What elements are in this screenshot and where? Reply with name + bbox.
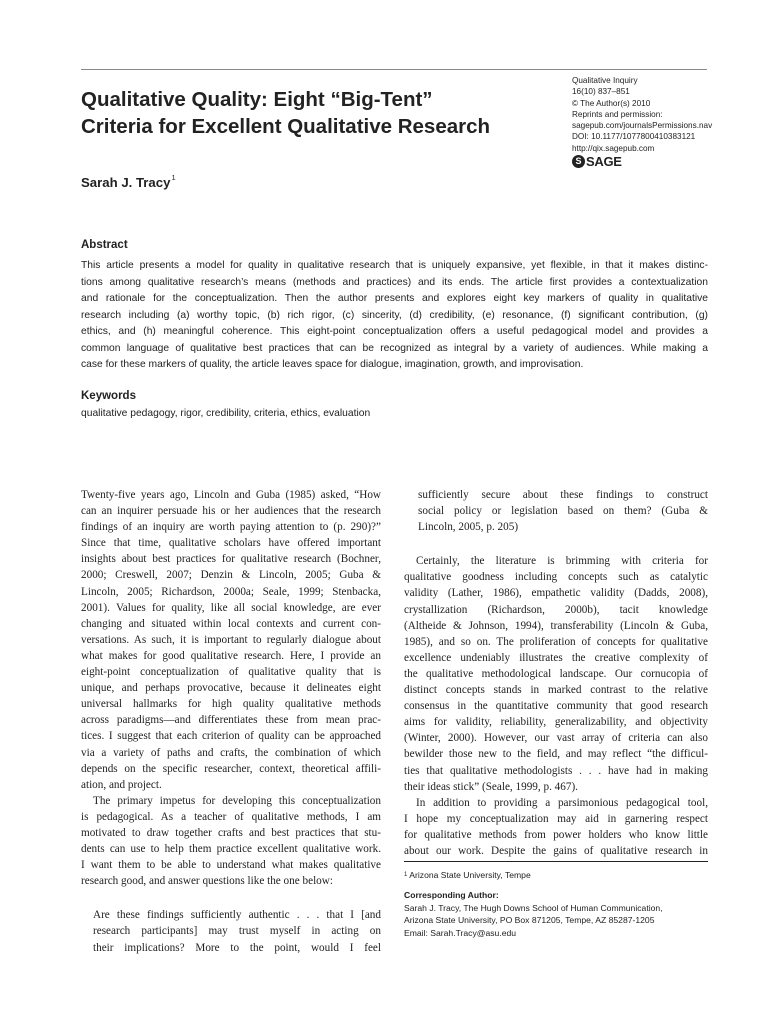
footnote-rule (404, 861, 708, 862)
body-line: their ideas stick” (Seale, 1999, p. 467). (404, 780, 578, 793)
abstract-heading: Abstract (81, 239, 128, 251)
body-line: ties that qualitative methodologists . . . have had in making (404, 764, 708, 777)
body-line: Twenty-five years ago, Lincoln and Guba (1985) asked, “How (81, 489, 381, 501)
body-line: bewilder those new to the field, and may reflect “the difficul- (404, 748, 708, 761)
body-line: research good, and answer questions like the one below: (81, 875, 333, 888)
body-line: can an inquirer persuade his or her audiences that the research (81, 505, 381, 518)
abstract-line: ethics, and (h) meaningful coherence. This eight-point conceptualization offers a useful pedagogical model and provides a (81, 326, 708, 337)
quote-line: research participants] may trust myself in acting on (93, 925, 381, 938)
body-line: consensus in the quantitative community that good research (404, 700, 708, 713)
corresponding-author-email[interactable]: Email: Sarah.Tracy@asu.edu (404, 927, 517, 938)
keywords-heading: Keywords (81, 390, 136, 402)
author-affil-mark: 1 (171, 173, 176, 182)
body-line: The primary impetus for developing this conceptualization (93, 794, 381, 807)
body-column-left (81, 487, 381, 956)
body-line: insights about best practices for qualitative research (Bochner, (81, 553, 381, 566)
corresponding-author-heading: Corresponding Author: (404, 890, 499, 901)
sage-icon: S (572, 155, 585, 168)
body-line: universal hallmarks for high quality qualitative methods (81, 698, 381, 711)
body-line: (Altheide & Johnson, 1994), transferability (Lincoln & Guba, (404, 619, 708, 632)
journal-meta (572, 75, 722, 168)
body-line: what makes for good qualitative research. Here, I provide an (81, 649, 381, 662)
abstract-line: research including (a) worthy topic, (b) rich rigor, (c) sincerity, (d) credibility, (e) resonance, (f) significant contribution, (g) (81, 309, 708, 321)
quote-line: social policy or legislation based on them? (Guba & (418, 505, 708, 518)
body-column-right (404, 487, 708, 859)
abstract-line: tions among qualitative research’s means (methods and practices) and its ends. The article first provides a contextualization (81, 276, 708, 288)
body-line: motivated to draw together crafts and best practices that stu- (81, 826, 381, 839)
body-line: 2001). Values for quality, like all social knowledge, are ever (81, 601, 381, 614)
body-line: eight-point conceptualization of qualitative quality that is (81, 666, 381, 679)
body-line: for qualitative methods from power holders who know little (404, 828, 708, 841)
body-line: I want them to be able to understand what makes qualitative (81, 859, 381, 872)
author-name: Sarah J. Tracy (81, 175, 171, 190)
block-quote (81, 907, 381, 955)
body-line: is pedagogical. As a teacher of qualitative methods, I am (81, 810, 381, 823)
reprints-link[interactable]: sagepub.com/journalsPermissions.nav (572, 121, 713, 131)
body-line: excellence undeniably illustrates the creative complexity of (404, 651, 708, 664)
body-line: aims for validity, reliability, generalizability, and objectivity (404, 716, 708, 729)
body-line: crystallization (Richardson, 2000b), tacit knowledge (404, 603, 708, 616)
corresponding-author-line: Sarah J. Tracy, The Hugh Downs School of Human Communication, (404, 902, 663, 913)
body-line: changing and situated within local contexts and current con- (81, 617, 381, 630)
body-line: I hope my conceptualization may aid in garnering respect (404, 812, 708, 825)
body-line: Certainly, the literature is brimming with criteria for (416, 555, 708, 568)
body-line: about our work. Despite the gains of qualitative research in (404, 844, 708, 857)
affiliation-text: Arizona State University, Tempe (409, 870, 531, 880)
footnotes (404, 869, 714, 939)
affiliation-note (404, 869, 714, 881)
abstract-body (81, 258, 708, 374)
body-line: validity (Lather, 1986), empathetic validity (Dadds, 2008), (404, 587, 708, 600)
body-line: ation, and project. (81, 778, 162, 791)
body-line: tices. I suggest that each criterion of quality can be approached (81, 730, 381, 743)
abstract-line: and rationale for the conceptualization. Then the author presents and explores eight key markers of quality in qualitative (81, 293, 708, 304)
affiliation-mark: 1 (404, 872, 408, 878)
title-line-2: Criteria for Excellent Qualitative Research (81, 115, 491, 138)
doi: DOI: 10.1177/1077800410383121 (572, 132, 696, 142)
author (81, 175, 176, 190)
body-line: distinct concepts stands in marked contrast to the relative (404, 684, 708, 697)
header-rule (81, 69, 707, 70)
body-line: depends on the specific researcher, context, theoretical affili- (81, 762, 381, 775)
journal-citation: 16(10) 837–851 (572, 87, 630, 97)
abstract-line: case for these markers of quality, the article leaves space for dialogue, imagination, growth, and improvisation. (81, 359, 584, 370)
journal-url[interactable]: http://qix.sagepub.com (572, 143, 655, 153)
abstract-line: common language of qualitative best practices that can be recognized as integral by a variety of audiences. While making a (81, 342, 708, 354)
body-line: findings of an inquiry are worth paying attention to (p. 290)?” (81, 521, 381, 534)
block-quote-continued (404, 487, 708, 535)
reprints-label: Reprints and permission: (572, 109, 663, 119)
body-line: dents can use to help them practice excellent qualitative work. (81, 843, 381, 856)
body-line: 1985), and so on. The proliferation of concepts for qualitative (404, 635, 708, 648)
quote-line: sufficiently secure about these findings to construct (418, 489, 708, 501)
body-line: Since that time, qualitative scholars have offered important (81, 537, 381, 550)
abstract-line: This article presents a model for quality in qualitative research that is uniquely expansive, yet flexible, in that it makes distinc- (81, 260, 708, 271)
body-line: 2000; Creswell, 2007; Denzin & Lincoln, 2005; Guba & (81, 569, 381, 582)
title-line-1: Qualitative Quality: Eight “Big-Tent” (81, 88, 433, 111)
body-line: versations. As such, it is important to regularly dialogue about (81, 633, 381, 646)
body-line: (Winter, 2000). However, our vast array of criteria can also (404, 732, 708, 745)
corresponding-author-line: Arizona State University, PO Box 871205, Tempe, AZ 85287-1205 (404, 915, 655, 926)
body-line: via a variety of paths and crafts, the combination of which (81, 746, 381, 759)
body-line: across paradigms—and differentiates these from mean prac- (81, 714, 381, 727)
body-line: the qualitative methodological landscape. Our cornucopia of (404, 667, 708, 680)
quote-line: Lincoln, 2005, p. 205) (418, 521, 519, 534)
journal-name: Qualitative Inquiry (572, 76, 638, 85)
quote-line: their implications? More to the point, would I feel (93, 941, 381, 954)
publisher-name: SAGE (586, 153, 622, 169)
body-line: Lincoln, 2005; Richardson, 2000a; Seale, 1999; Stenbacka, (81, 585, 381, 598)
body-line: qualitative goodness including concepts such as catalytic (404, 571, 708, 584)
sage-logo (572, 155, 722, 168)
keywords-list: qualitative pedagogy, rigor, credibility, criteria, ethics, evaluation (81, 408, 371, 419)
copyright: © The Author(s) 2010 (572, 98, 651, 108)
body-line: In addition to providing a parsimonious pedagogical tool, (416, 796, 708, 809)
body-line: unique, and perhaps provocative, because it delineates eight (81, 682, 381, 695)
quote-line: Are these findings sufficiently authentic . . . that I [and (93, 909, 381, 922)
article-title (81, 86, 561, 140)
